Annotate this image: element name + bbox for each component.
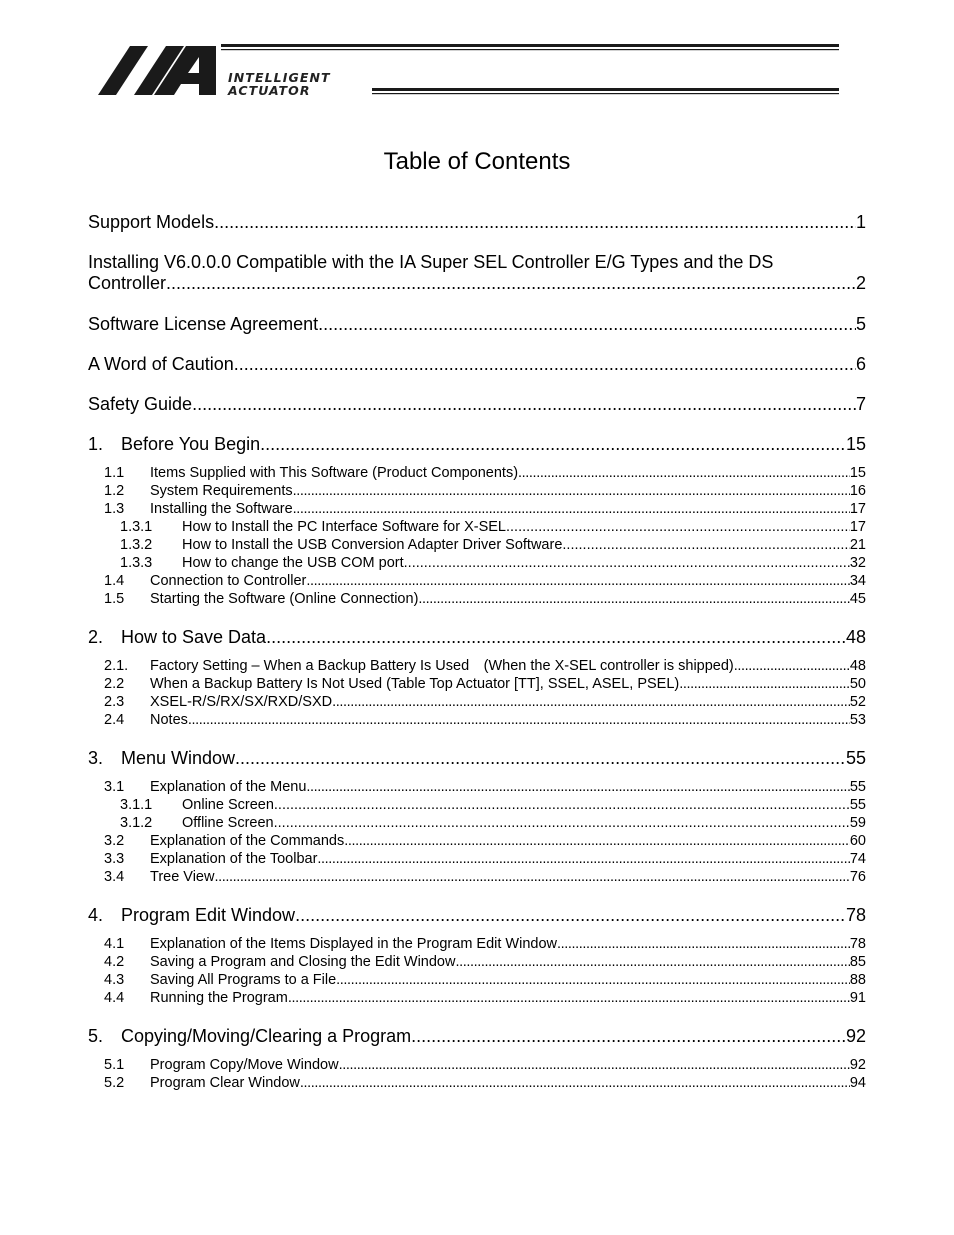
toc-entry-number: 3.3 — [104, 851, 125, 867]
toc-entry-title: Explanation of the Toolbar — [150, 851, 318, 867]
page-title: Table of Contents — [383, 148, 571, 175]
toc-chapter-1[interactable] — [88, 433, 866, 455]
toc-subsection-1-3-3[interactable] — [88, 554, 866, 572]
toc-entry-title: Installing V6.0.0.0 Compatible with the IA Super SEL Controller E/G Types and the DS — [88, 252, 774, 272]
toc-chapter-4[interactable] — [88, 904, 866, 926]
toc-entry-title: Safety Guide — [88, 394, 193, 414]
toc-entry-title: Software License Agreement — [88, 314, 319, 334]
toc-section-1-4[interactable] — [88, 572, 866, 590]
toc-section-4-3[interactable] — [88, 971, 866, 989]
toc-entry-title: Offline Screen — [182, 815, 274, 831]
toc-entry-page: 45 — [849, 591, 866, 607]
toc-leader-dots — [679, 675, 850, 693]
toc-entry-number: 2. — [88, 627, 104, 647]
toc-leader-dots — [214, 868, 849, 886]
toc-entry-title: Running the Program — [150, 990, 288, 1006]
toc-section-3-2[interactable] — [88, 832, 866, 850]
logo-text-actuator: ACTUATOR — [228, 83, 311, 98]
toc-entry-title: Explanation of the Commands — [150, 833, 345, 849]
toc-entry-title: How to Install the USB Conversion Adapter Driver Software — [182, 537, 563, 553]
toc-entry-number: 1. — [88, 434, 104, 454]
toc-entry-title: When a Backup Battery Is Not Used (Table Top Actuator [TT], SSEL, ASEL, PSEL) — [150, 676, 680, 692]
toc-leader-dots — [295, 904, 846, 926]
toc-entry-page: 94 — [849, 1075, 866, 1091]
toc-entry-title: Menu Window — [121, 748, 236, 768]
toc-entry-page: 76 — [849, 869, 866, 885]
toc-entry-page: 5 — [855, 314, 866, 334]
toc-entry-installing-v6[interactable] — [88, 252, 866, 294]
toc-entry-number: 3. — [88, 748, 104, 768]
toc-chapter-3[interactable] — [88, 747, 866, 769]
toc-leader-dots — [411, 1025, 846, 1047]
toc-entry-page: 32 — [849, 555, 866, 571]
toc-section-1-1[interactable] — [88, 464, 866, 482]
toc-entry-page: 17 — [849, 501, 866, 517]
toc-entry-title: Connection to Controller — [150, 573, 307, 589]
toc-chapter-5[interactable] — [88, 1025, 866, 1047]
toc-entry-number: 2.2 — [104, 676, 125, 692]
toc-entry-number: 4.3 — [104, 972, 125, 988]
toc-entry-number: 1.3 — [104, 501, 125, 517]
toc-entry-caution[interactable] — [88, 353, 866, 375]
toc-entry-title: Tree View — [150, 869, 215, 885]
toc-entry-title: Items Supplied with This Software (Product Components) — [150, 465, 519, 481]
toc-entry-page: 50 — [849, 676, 866, 692]
toc-section-2-3[interactable] — [88, 693, 866, 711]
toc-entry-number: 1.1 — [104, 465, 125, 481]
toc-entry-title: Program Clear Window — [150, 1075, 300, 1091]
toc-leader-dots — [288, 989, 850, 1007]
toc-entry-number: 1.4 — [104, 573, 125, 589]
toc-entry-page: 1 — [855, 212, 866, 232]
toc-leader-dots — [293, 482, 850, 500]
ia-logo-icon — [0, 0, 954, 110]
toc-leader-dots — [306, 572, 849, 590]
toc-entry-page: 53 — [849, 712, 866, 728]
toc-entry-page: 55 — [849, 797, 866, 813]
toc-entry-page: 17 — [849, 519, 866, 535]
toc-leader-dots — [336, 971, 850, 989]
toc-entry-title: System Requirements — [150, 483, 293, 499]
toc-leader-dots — [235, 747, 846, 769]
toc-entry-page: 92 — [849, 1057, 866, 1073]
toc-leader-dots — [317, 850, 849, 868]
toc-entry-title: Saving All Programs to a File — [150, 972, 337, 988]
page-header — [0, 0, 954, 110]
toc-entry-page: 92 — [845, 1026, 866, 1046]
toc-entry-title: Support Models — [88, 212, 215, 232]
toc-section-3-1[interactable] — [88, 778, 866, 796]
toc-section-2-4[interactable] — [88, 711, 866, 729]
toc-entry-number: 2.4 — [104, 712, 125, 728]
toc-leader-dots — [214, 211, 856, 233]
toc-entry-title: How to change the USB COM port — [182, 555, 404, 571]
toc-section-2-2[interactable] — [88, 675, 866, 693]
toc-entry-page: 55 — [849, 779, 866, 795]
toc-subsection-3-1-2[interactable] — [88, 814, 866, 832]
toc-leader-dots — [344, 832, 850, 850]
toc-leader-dots — [455, 953, 849, 971]
toc-entry-title: Online Screen — [182, 797, 274, 813]
toc-leader-dots — [339, 1056, 850, 1074]
toc-leader-dots — [260, 433, 846, 455]
toc-entry-number: 4.2 — [104, 954, 125, 970]
toc-entry-page: 48 — [845, 627, 866, 647]
toc-entry-number: 3.1.1 — [120, 797, 153, 813]
toc-leader-dots — [188, 711, 850, 729]
toc-entry-number: 3.4 — [104, 869, 125, 885]
toc-subsection-1-3-2[interactable] — [88, 536, 866, 554]
toc-subsection-3-1-1[interactable] — [88, 796, 866, 814]
toc-section-5-2[interactable] — [88, 1074, 866, 1092]
toc-entry-page: 52 — [849, 694, 866, 710]
toc-entry-title: XSEL-R/S/RX/SX/RXD/SXD — [150, 694, 333, 710]
toc-entry-page: 59 — [849, 815, 866, 831]
toc-entry-license[interactable] — [88, 313, 866, 335]
toc-leader-dots — [332, 693, 850, 711]
toc-entry-page: 85 — [849, 954, 866, 970]
toc-entry-title: Before You Begin — [121, 434, 261, 454]
toc-chapter-2[interactable] — [88, 626, 866, 648]
toc-entry-title: A Word of Caution — [88, 354, 234, 374]
toc-entry-page: 7 — [855, 394, 866, 414]
toc-section-3-4[interactable] — [88, 868, 866, 886]
toc-entry-number: 5.2 — [104, 1075, 125, 1091]
toc-entry-page: 74 — [849, 851, 866, 867]
toc-entry-page: 16 — [849, 483, 866, 499]
toc-entry-page: 55 — [845, 748, 866, 768]
toc-leader-dots — [404, 554, 850, 572]
toc-entry-number: 1.3.1 — [120, 519, 153, 535]
toc-entry-number: 2.1. — [104, 658, 129, 674]
toc-entry-number: 1.5 — [104, 591, 125, 607]
toc-entry-title: Explanation of the Menu — [150, 779, 307, 795]
toc-entry-title: Program Copy/Move Window — [150, 1057, 339, 1073]
toc-entry-safety-guide[interactable] — [88, 393, 866, 415]
toc-entry-number: 3.2 — [104, 833, 125, 849]
toc-leader-dots — [192, 393, 856, 415]
toc-entry-title-continued: Controller — [88, 273, 167, 293]
toc-entry-page: 34 — [849, 573, 866, 589]
toc-subsection-1-3-1[interactable] — [88, 518, 866, 536]
toc-entry-number: 1.3.2 — [120, 537, 153, 553]
toc-entry-page: 15 — [845, 434, 866, 454]
toc-entry-title: Notes — [150, 712, 188, 728]
toc-section-1-2[interactable] — [88, 482, 866, 500]
toc-entry-page: 21 — [849, 537, 866, 553]
toc-entry-number: 3.1.2 — [120, 815, 153, 831]
toc-section-3-3[interactable] — [88, 850, 866, 868]
toc-entry-number: 2.3 — [104, 694, 125, 710]
toc-section-1-3[interactable] — [88, 500, 866, 518]
logo-text-intelligent: INTELLIGENT — [228, 70, 331, 85]
toc-entry-support-models[interactable] — [88, 211, 866, 233]
toc-entry-page: 91 — [849, 990, 866, 1006]
toc-entry-title: Program Edit Window — [121, 905, 296, 925]
toc-entry-page: 48 — [849, 658, 866, 674]
toc-entry-number: 4.1 — [104, 936, 125, 952]
toc-entry-title: Factory Setting – When a Backup Battery Is Used (When the X-SEL controller is shipped) — [150, 658, 734, 674]
toc-leader-dots — [274, 796, 850, 814]
toc-leader-dots — [306, 778, 849, 796]
toc-entry-page: 2 — [855, 273, 866, 293]
toc-leader-dots — [506, 518, 850, 536]
toc-leader-dots — [557, 935, 850, 953]
toc-leader-dots — [418, 590, 849, 608]
toc-leader-dots — [300, 1074, 850, 1092]
toc-entry-title: How to Save Data — [121, 627, 267, 647]
toc-leader-dots — [518, 464, 850, 482]
toc-entry-page: 78 — [849, 936, 866, 952]
toc-section-1-5[interactable] — [88, 590, 866, 608]
toc-leader-dots — [318, 313, 856, 335]
toc-section-4-1[interactable] — [88, 935, 866, 953]
toc-entry-page: 88 — [849, 972, 866, 988]
toc-entry-number: 1.2 — [104, 483, 125, 499]
toc-section-5-1[interactable] — [88, 1056, 866, 1074]
toc-entry-number: 1.3.3 — [120, 555, 153, 571]
toc-leader-dots — [266, 626, 846, 648]
toc-entry-title: Saving a Program and Closing the Edit Window — [150, 954, 456, 970]
toc-leader-dots — [293, 500, 850, 518]
toc-entry-number: 5. — [88, 1026, 104, 1046]
toc-entry-title: How to Install the PC Interface Software for X-SEL — [182, 519, 506, 535]
toc-entry-title: Starting the Software (Online Connection) — [150, 591, 419, 607]
toc-section-2-1[interactable] — [88, 657, 866, 675]
toc-leader-dots — [734, 657, 850, 675]
toc-entry-title: Installing the Software — [150, 501, 293, 517]
toc-entry-number: 4.4 — [104, 990, 125, 1006]
toc-entry-page: 6 — [855, 354, 866, 374]
toc-leader-dots — [562, 536, 849, 554]
toc-section-4-2[interactable] — [88, 953, 866, 971]
toc-entry-page: 78 — [845, 905, 866, 925]
toc-leader-dots — [274, 814, 850, 832]
toc-section-4-4[interactable] — [88, 989, 866, 1007]
toc-leader-dots — [234, 353, 856, 375]
toc-entry-number: 3.1 — [104, 779, 125, 795]
toc-entry-number: 4. — [88, 905, 104, 925]
toc-entry-page: 15 — [849, 465, 866, 481]
toc-entry-number: 5.1 — [104, 1057, 125, 1073]
toc-entry-title: Copying/Moving/Clearing a Program — [121, 1026, 412, 1046]
toc-entry-page: 60 — [849, 833, 866, 849]
toc-leader-dots — [166, 273, 856, 294]
toc-entry-title: Explanation of the Items Displayed in the Program Edit Window — [150, 936, 558, 952]
